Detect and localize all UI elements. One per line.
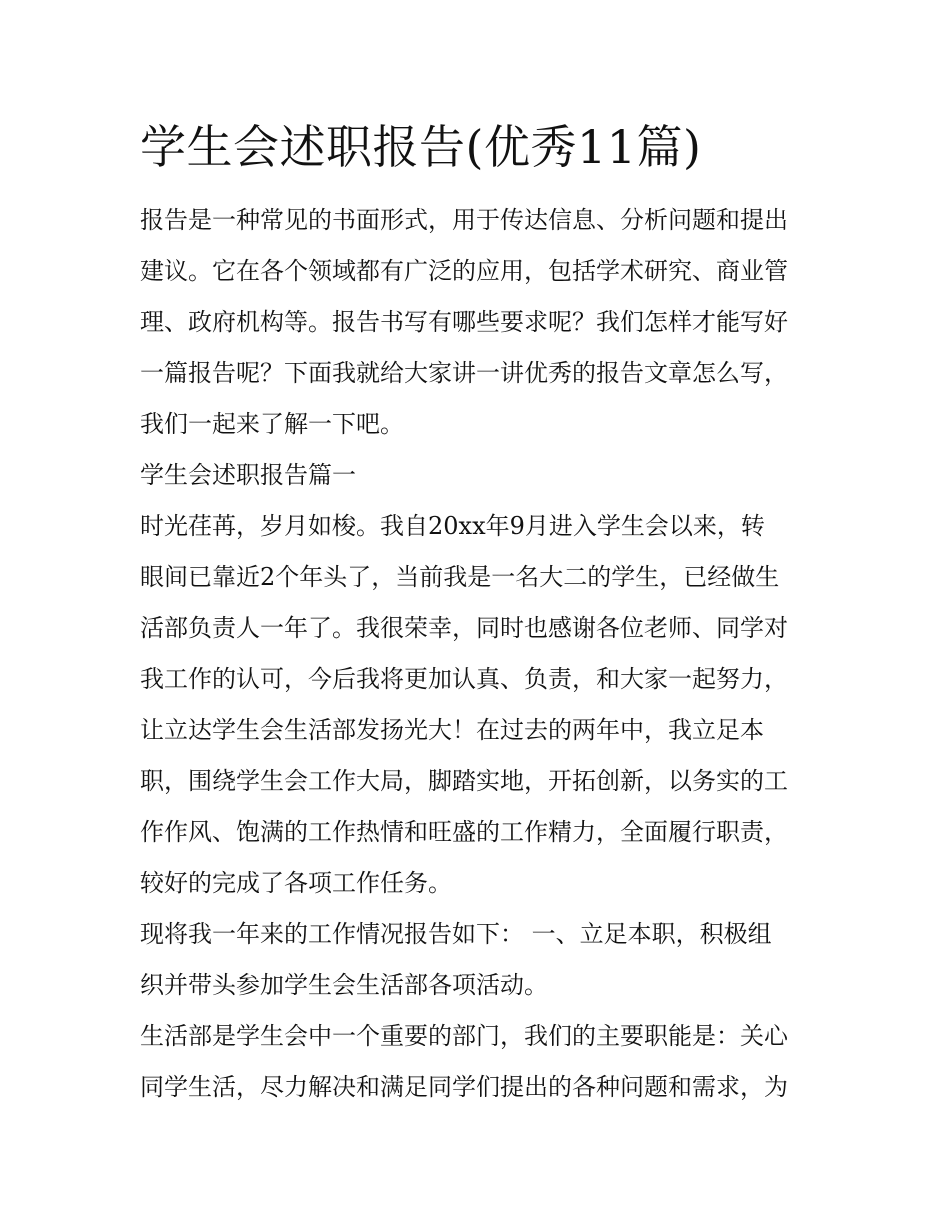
- text-line: 职，围绕学生会工作大局，脚踏实地，开拓创新，以务实的工: [140, 767, 788, 795]
- paragraph-2: [140, 909, 820, 1011]
- section-heading-block: [140, 450, 820, 501]
- text-line: 同学生活，尽力解决和满足同学们提出的各种问题和需求，为: [140, 1073, 788, 1101]
- paragraph-3: [140, 1011, 820, 1113]
- text-line: 我们一起来了解一下吧。: [140, 410, 404, 438]
- text-line: 一篇报告呢？下面我就给大家讲一讲优秀的报告文章怎么写，: [140, 359, 788, 387]
- text-line: 报告是一种常见的书面形式，用于传达信息、分析问题和提出: [140, 206, 788, 234]
- text-line: 眼间已靠近2个年头了，当前我是一名大二的学生，已经做生: [140, 563, 780, 591]
- text-line: 织并带头参加学生会生活部各项活动。: [140, 971, 548, 999]
- text-line: 活部负责人一年了。我很荣幸，同时也感谢各位老师、同学对: [140, 614, 788, 642]
- text-line: 理、政府机构等。报告书写有哪些要求呢？我们怎样才能写好: [140, 308, 788, 336]
- text-line: 让立达学生会生活部发扬光大！在过去的两年中，我立足本: [140, 716, 764, 744]
- document-body: [140, 195, 820, 1113]
- text-line: 生活部是学生会中一个重要的部门，我们的主要职能是：关心: [140, 1022, 788, 1050]
- paragraph-1: [140, 501, 820, 909]
- text-line: 我工作的认可，今后我将更加认真、负责，和大家一起努力，: [140, 665, 788, 693]
- text-line: 现将我一年来的工作情况报告如下： 一、立足本职，积极组: [140, 920, 772, 948]
- text-line: 较好的完成了各项工作任务。: [140, 869, 452, 897]
- text-line: 作作风、饱满的工作热情和旺盛的工作精力，全面履行职责，: [140, 818, 788, 846]
- section-heading: 学生会述职报告篇一: [140, 461, 356, 489]
- intro-paragraph: [140, 195, 820, 450]
- text-line: 建议。它在各个领域都有广泛的应用，包括学术研究、商业管: [140, 257, 788, 285]
- text-line: 时光荏苒，岁月如梭。我自20xx年9月进入学生会以来，转: [140, 512, 765, 540]
- document-title: 学生会述职报告(优秀11篇): [140, 120, 702, 174]
